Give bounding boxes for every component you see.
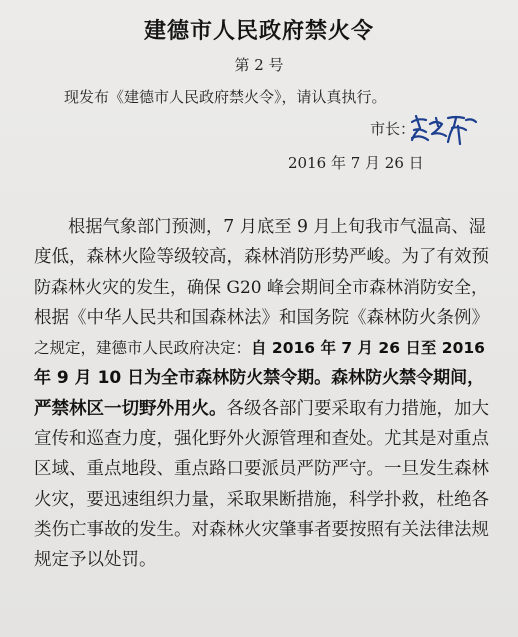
body-text-segment: 宣传和巡查力度，强化野外火源管理和查处。尤其是对重点 <box>34 429 489 450</box>
document-title: 建德市人民政府禁火令 <box>143 19 374 44</box>
decree-body <box>34 212 490 576</box>
body-line <box>34 424 490 454</box>
body-line <box>34 485 490 515</box>
emphasized-text: 严禁林区一切野外用火。 <box>34 398 227 419</box>
body-line <box>34 303 490 333</box>
emphasized-text: 年 9 月 10 日为全市森林防火禁令期。森林防火禁令期间， <box>34 368 485 389</box>
body-text-segment: 防森林火灾的发生，确保 G20 峰会期间全市森林消防安全， <box>34 277 489 298</box>
body-text-segment: 规定予以处罚。 <box>34 550 157 571</box>
body-line <box>34 515 490 545</box>
body-text-segment: 度低，森林火险等级较高，森林消防形势严峻。为了有效预 <box>34 247 489 268</box>
body-line <box>34 394 490 424</box>
mayor-signature <box>408 112 478 146</box>
body-text-segment: 之规定，建德市人民政府决定： <box>34 339 252 358</box>
body-line <box>34 363 490 393</box>
body-line <box>34 212 490 242</box>
body-text-segment: 根据《中华人民共和国森林法》和国务院《森林防火条例》 <box>34 307 489 328</box>
body-line <box>34 273 490 303</box>
document-date: 2016 年 7 月 26 日 <box>288 154 424 172</box>
body-line <box>34 333 490 363</box>
promulgation-line: 现发布《建德市人民政府禁火令》，请认真执行。 <box>64 88 387 106</box>
mayor-label: 市长： <box>370 120 416 138</box>
document-number: 第 2 号 <box>234 56 284 74</box>
emphasized-text: 自 2016 年 7 月 26 日至 2016 <box>251 339 485 358</box>
body-line <box>34 454 490 484</box>
body-text-segment: 各级各部门要采取有力措施，加大 <box>226 398 489 419</box>
body-line <box>34 545 490 575</box>
body-text-segment: 火灾，要迅速组织力量，采取果断措施，科学扑救，杜绝各 <box>34 489 489 510</box>
body-text-segment: 类伤亡事故的发生。对森林火灾肇事者要按照有关法律法规 <box>34 519 489 540</box>
body-text-segment: 区域、重点地段、重点路口要派员严防严守。一旦发生森林 <box>34 459 489 480</box>
body-line <box>34 242 490 272</box>
body-text-segment: 根据气象部门预测，7 月底至 9 月上旬我市气温高、湿 <box>68 217 486 237</box>
